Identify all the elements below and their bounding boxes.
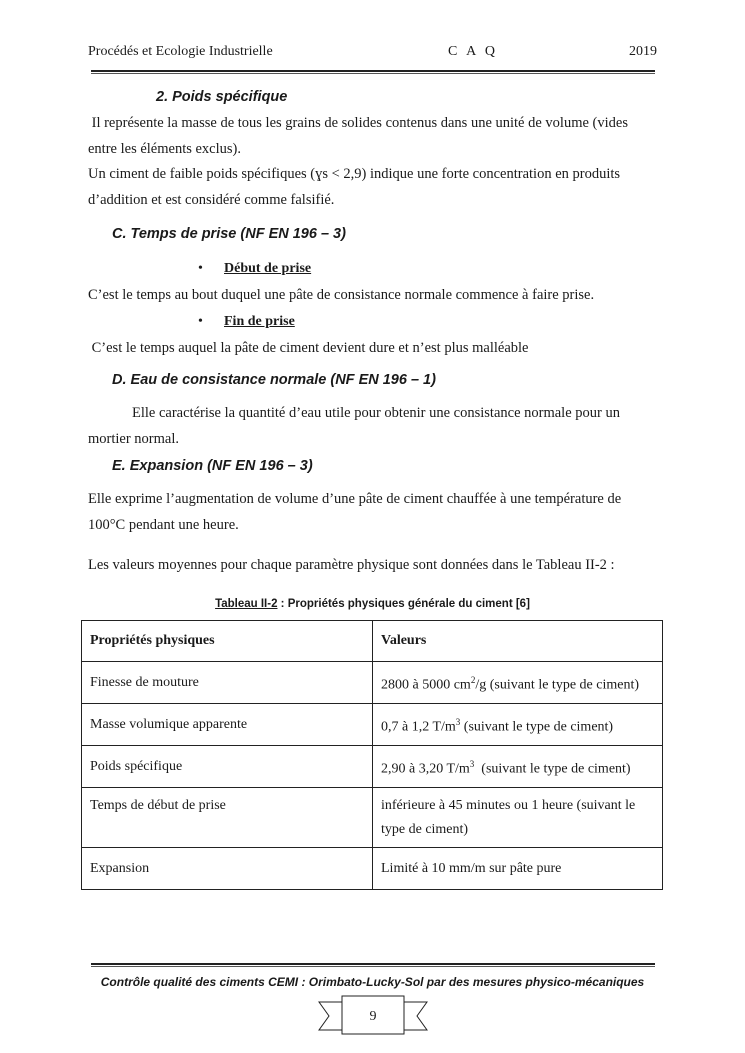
section-title-eau-de-consistance: D. Eau de consistance normale (NF EN 196 – 1) — [112, 372, 436, 388]
paragraph-line: 100°C pendant une heure. — [88, 517, 239, 533]
paragraph-line: Elle exprime l’augmentation de volume d’une pâte de ciment chauffée à une température de — [88, 491, 622, 507]
table-cell: Masse volumique apparente — [82, 704, 373, 746]
table-header-row — [82, 621, 663, 662]
table-row — [82, 704, 663, 746]
section-title-temps-de-prise: C. Temps de prise (NF EN 196 – 3) — [112, 226, 346, 242]
header-divider — [91, 70, 655, 74]
table-cell: Expansion — [82, 848, 373, 890]
properties-table — [81, 620, 663, 890]
bullet-icon: • — [198, 261, 203, 276]
table-caption-text: : Propriétés physiques générale du ciment [6] — [277, 598, 530, 610]
paragraph-line: C’est le temps auquel la pâte de ciment devient dure et n’est plus malléable — [88, 340, 529, 356]
paragraph-line: Il représente la masse de tous les grains de solides contenus dans une unité de volume (vides — [88, 115, 628, 131]
bullet-label: Début de prise — [224, 261, 312, 276]
table-caption-reference: Tableau II-2 — [215, 598, 278, 610]
footer-divider — [91, 963, 655, 967]
table-cell: Finesse de mouture — [82, 662, 373, 704]
table-row — [82, 848, 663, 890]
table-row — [82, 788, 663, 848]
table-cell: Temps de début de prise — [82, 788, 373, 848]
footer-thesis-title: Contrôle qualité des ciments CEMI : Orimbato-Lucky-Sol par des mesures physico-mécaniques — [100, 975, 645, 989]
table-header-cell: Valeurs — [373, 621, 663, 662]
table-intro-paragraph: Les valeurs moyennes pour chaque paramètre physique sont données dans le Tableau II-2 : — [88, 557, 615, 573]
section-title-expansion: E. Expansion (NF EN 196 – 3) — [112, 458, 313, 474]
bullet-icon: • — [198, 314, 203, 329]
bullet-debut-de-prise — [198, 261, 311, 277]
table-cell: 2800 à 5000 $cm^2/g$ (suivant le type de ciment) — [373, 662, 663, 704]
bullet-fin-de-prise — [198, 314, 295, 330]
table-row — [82, 662, 663, 704]
paragraph-line: Elle caractérise la quantité d’eau utile pour obtenir une consistance normale pour un — [132, 405, 620, 421]
paragraph-line: d’addition et est considéré comme falsifié. — [88, 192, 335, 208]
paragraph-line: entre les éléments exclus). — [88, 141, 241, 157]
paragraph-line: Un ciment de faible poids spécifiques (ɣs ˂ 2,9) indique une forte concentration en produits — [88, 166, 621, 182]
page-number-ribbon — [318, 994, 428, 1036]
table-cell: 2,90 à 3,20 $T/m^3$ (suivant le type de ciment) — [373, 746, 663, 788]
header-document-title: Procédés et Ecologie Industrielle — [88, 44, 273, 59]
table-cell: 0,7 à 1,2 $T/m^3$ (suivant le type de ciment) — [373, 704, 663, 746]
paragraph-line: C’est le temps au bout duquel une pâte de consistance normale commence à faire prise. — [88, 287, 595, 303]
header-year: 2019 — [629, 44, 657, 59]
bullet-label: Fin de prise — [224, 314, 295, 329]
table-caption — [0, 598, 745, 610]
header-course-code: C A Q — [448, 44, 499, 59]
table-header-cell: Propriétés physiques — [82, 621, 373, 662]
table-row — [82, 746, 663, 788]
table-cell: Limité à 10 mm/m sur pâte pure — [373, 848, 663, 890]
table-cell: inférieure à 45 minutes ou 1 heure (suivant le type de ciment) — [373, 788, 663, 848]
section-title-poids-specifique: 2. Poids spécifique — [156, 89, 288, 105]
table-cell: Poids spécifique — [82, 746, 373, 788]
paragraph-line: mortier normal. — [88, 431, 180, 447]
page-number: 9 — [369, 1009, 377, 1024]
